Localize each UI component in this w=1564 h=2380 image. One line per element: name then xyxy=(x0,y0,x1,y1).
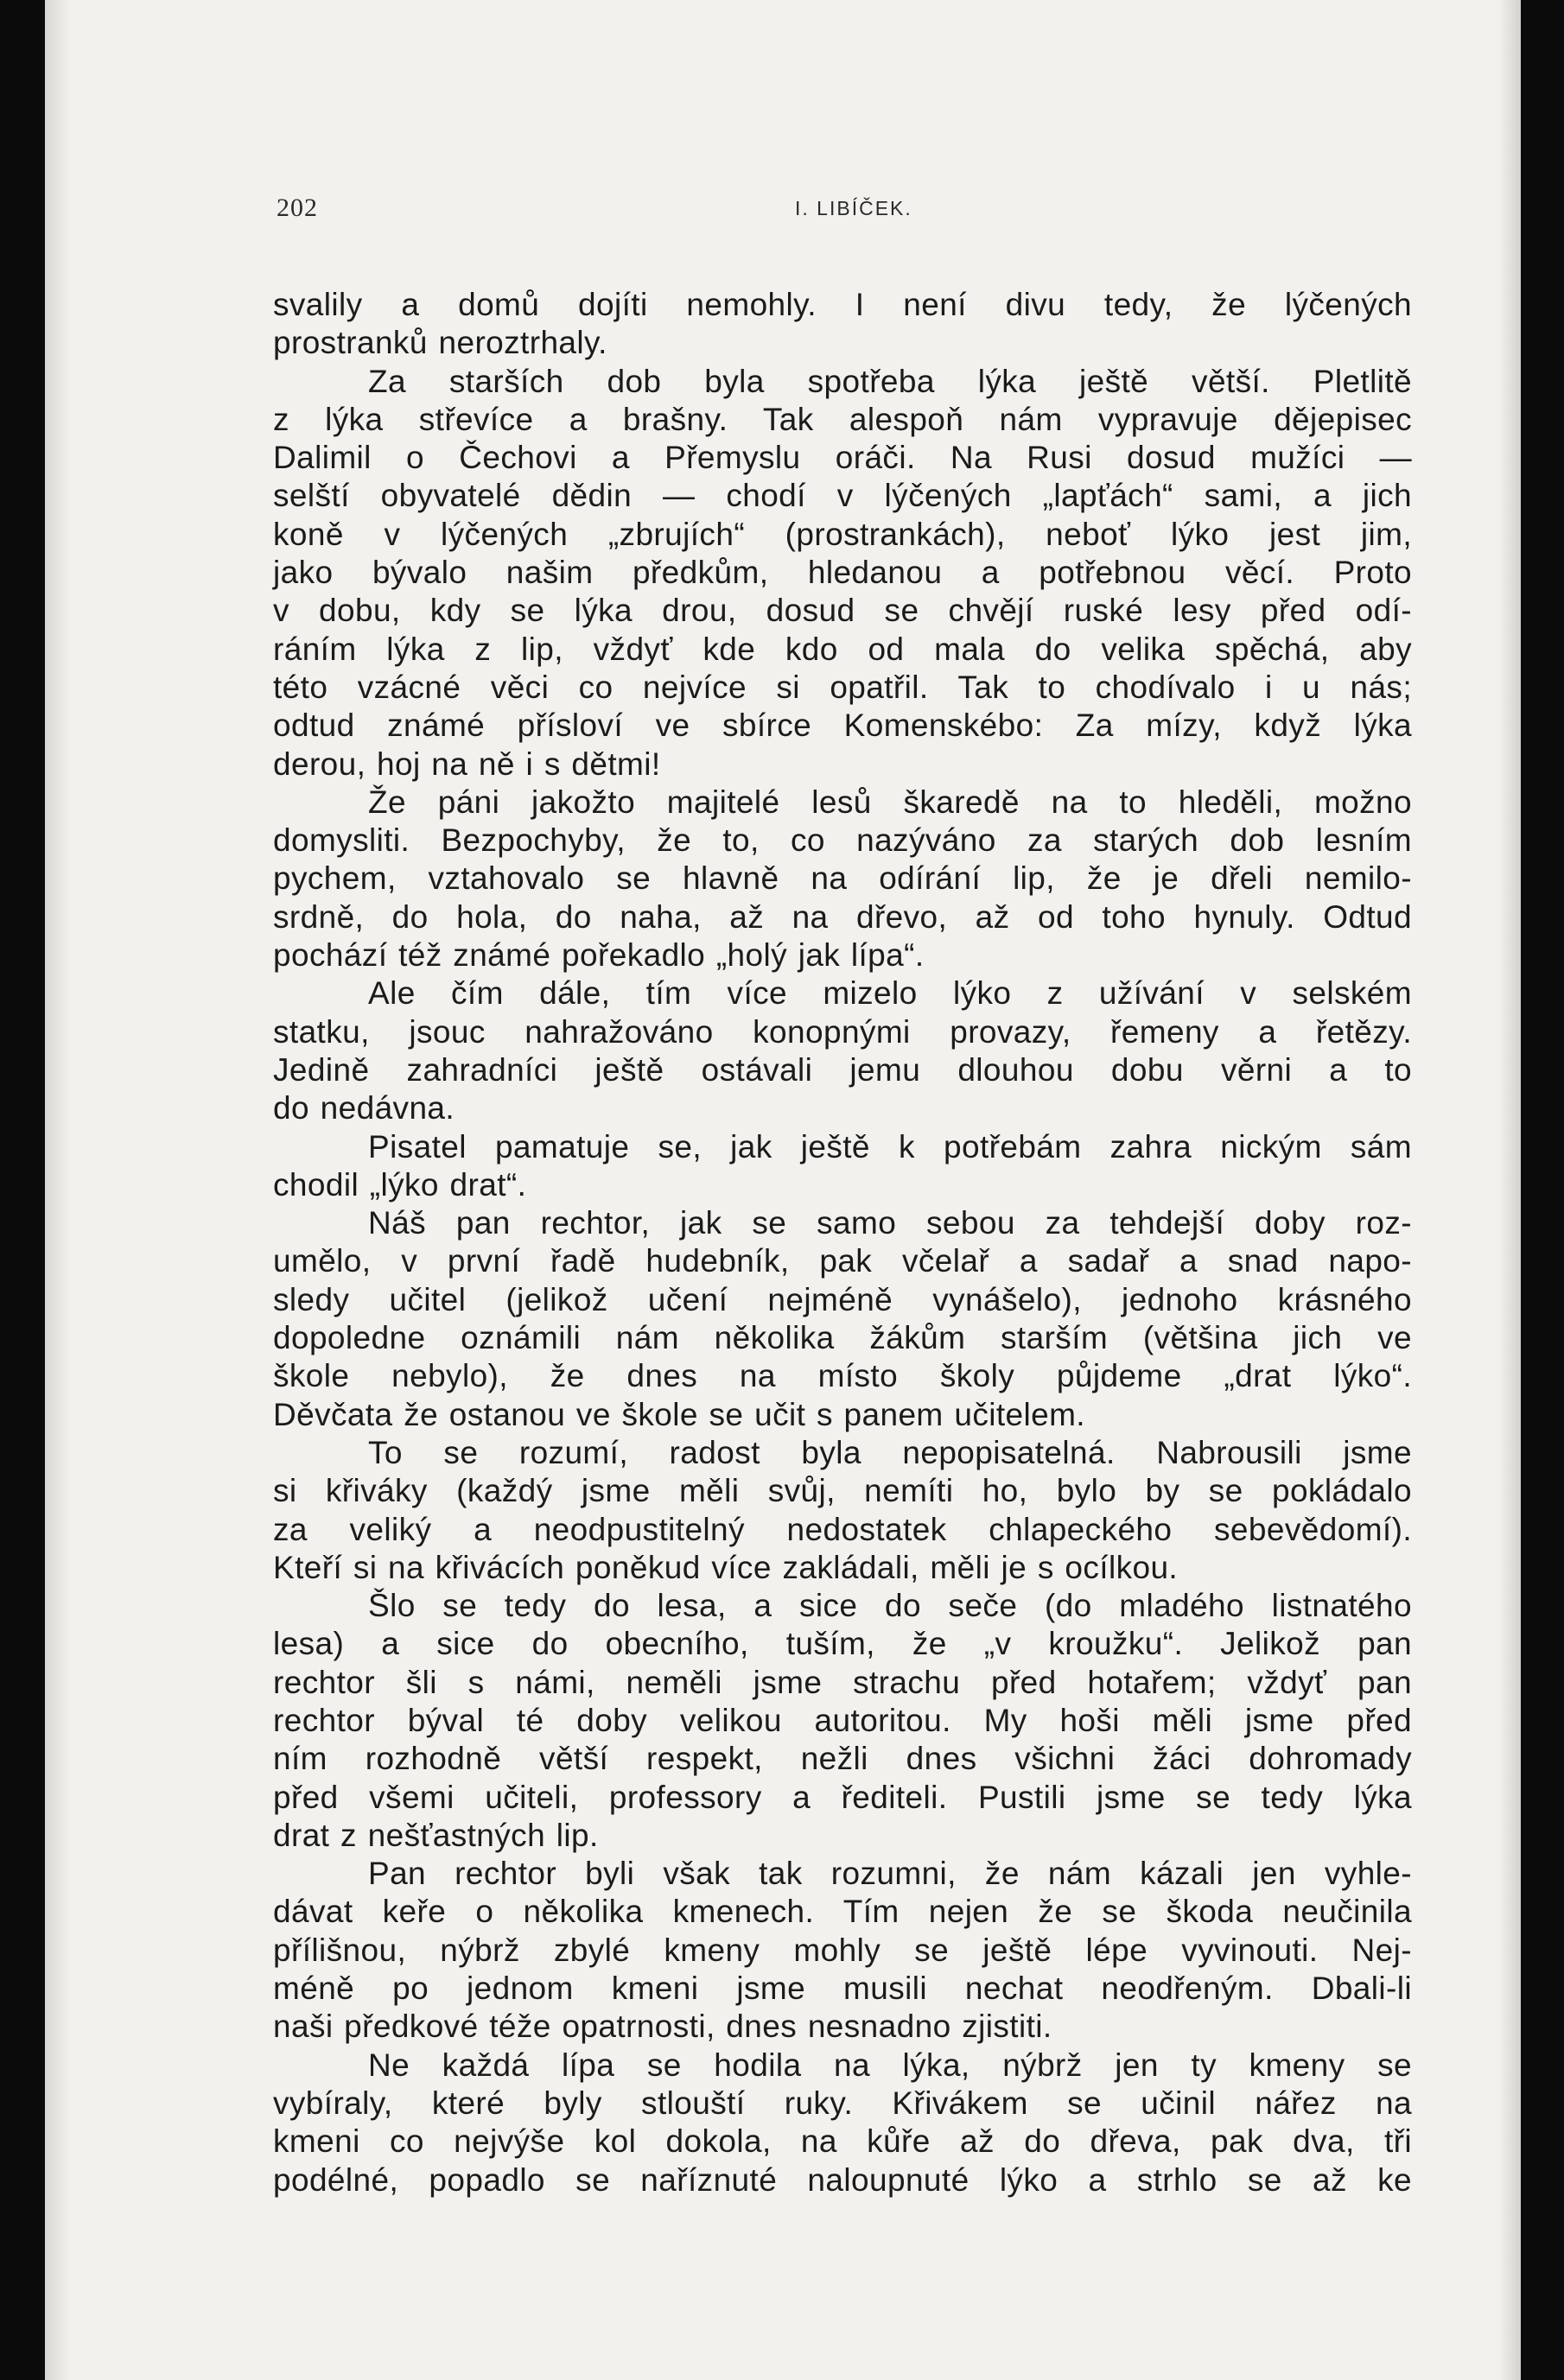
text-line: Náš pan rechtor, jak se samo sebou za tehdejší doby roz- xyxy=(368,1205,1412,1241)
text-line: škole nebylo), že dnes na místo školy půjdeme „drat lýko“. xyxy=(273,1358,1412,1394)
text-line: Šlo se tedy do lesa, a sice do seče (do mladého listnatého xyxy=(368,1588,1412,1624)
text-line: odtud známé přísloví ve sbírce Komenskébo: Za mízy, když lýka xyxy=(273,708,1412,744)
text-line: si křiváky (každý jsme měli svůj, nemíti ho, bylo by se pokládalo xyxy=(273,1473,1412,1509)
text-line: Dalimil o Čechovi a Přemyslu oráči. Na Rusi dosud mužíci — xyxy=(273,440,1412,476)
text-line: podélné, popadlo se naříznuté naloupnuté lýko a strhlo se až ke xyxy=(273,2161,1412,2198)
text-line: přílišnou, nýbrž zbylé kmeny mohly se ještě lépe vyvinouti. Nej- xyxy=(273,1932,1412,1968)
text-line: Pisatel pamatuje se, jak ještě k potřebám zahra nickým sám xyxy=(368,1128,1412,1165)
text-line: Pan rechtor byli však tak rozumni, že nám kázali jen vyhle- xyxy=(368,1856,1412,1892)
text-line: drat z nešťastných lip. xyxy=(273,1817,599,1853)
text-line: této vzácné věci co nejvíce si opatřil. Tak to chodívalo i u nás; xyxy=(273,669,1412,705)
text-line: naši předkové téže opatrnosti, dnes nesnadno zjistiti. xyxy=(273,2009,1052,2045)
text-line: ním rozhodně větší respekt, nežli dnes všichni žáci dohromady xyxy=(273,1741,1412,1777)
page-number: 202 xyxy=(277,194,318,222)
text-line: rechtor šli s námi, neměli jsme strachu před hotařem; vždyť pan xyxy=(273,1664,1412,1700)
text-line: dávat keře o několika kmenech. Tím nejen že se škoda neučinila xyxy=(273,1894,1412,1930)
text-line: Že páni jakožto majitelé lesů škaredě na to hleděli, možno xyxy=(368,784,1412,820)
text-line: pychem, vztahovalo se hlavně na odírání lip, že je dřeli nemilo- xyxy=(273,860,1412,897)
text-line: selští obyvatelé dědin — chodí v lýčených „lapťách“ sami, a jich xyxy=(273,478,1412,514)
text-line: v dobu, kdy se lýka drou, dosud se chvějí ruské lesy před odí- xyxy=(273,593,1412,629)
text-line: ráním lýka z lip, vždyť kde kdo od mala do velika spěchá, aby xyxy=(273,631,1412,667)
text-line: do nedávna. xyxy=(273,1090,455,1127)
body-text xyxy=(273,286,1412,2199)
text-line: Za starších dob byla spotřeba lýka ještě větší. Pletlitě xyxy=(368,363,1412,399)
text-line: jako bývalo našim předkům, hledanou a potřebnou věcí. Proto xyxy=(273,555,1412,591)
running-head: I. LIBÍČEK. xyxy=(795,197,912,219)
text-line: srdně, do hola, do naha, až na dřevo, až od toho hynuly. Odtud xyxy=(273,898,1412,935)
text-line: Kteří si na křivácích poněkud více zakládali, měli je s ocílkou. xyxy=(273,1549,1179,1585)
text-line: derou, hoj na ně i s dětmi! xyxy=(273,746,661,782)
text-line: umělo, v první řadě hudebník, pak včelař a sadař a snad napo- xyxy=(273,1243,1412,1279)
text-line: koně v lýčených „zbrujích“ (prostrankách), neboť lýko jest jim, xyxy=(273,516,1412,552)
text-line: kmeni co nejvýše kol dokola, na kůře až do dřeva, pak dva, tři xyxy=(273,2123,1412,2160)
text-line: To se rozumí, radost byla nepopisatelná. Nabrousili jsme xyxy=(368,1434,1412,1470)
page-edge-shadow-right xyxy=(1498,0,1521,2380)
text-line: před všemi učiteli, professory a řediteli. Pustili jsme se tedy lýka xyxy=(273,1779,1412,1815)
text-line: méně po jednom kmeni jsme musili nechat neodřeným. Dbali-li xyxy=(273,1971,1412,2007)
text-line: statku, jsouc nahražováno konopnými provazy, řemeny a řetězy. xyxy=(273,1013,1412,1050)
text-line: domysliti. Bezpochyby, že to, co nazýváno za starých dob lesním xyxy=(273,822,1412,859)
text-line: svalily a domů dojíti nemohly. I není divu tedy, že lýčených xyxy=(273,287,1412,322)
text-line: Ne každá lípa se hodila na lýka, nýbrž jen ty kmeny se xyxy=(368,2047,1412,2083)
text-line: za veliký a neodpustitelný nedostatek chlapeckého sebevědomí). xyxy=(273,1511,1412,1547)
text-line: Ale čím dále, tím více mizelo lýko z užívání v selském xyxy=(368,975,1412,1012)
text-line: dopoledne oznámili nám několika žákům starším (většina jich ve xyxy=(273,1320,1412,1356)
book-page xyxy=(45,0,1521,2380)
text-line: pochází též známé pořekadlo „holý jak lípa“. xyxy=(273,937,925,974)
text-line: Děvčata že ostanou ve škole se učit s panem učitelem. xyxy=(273,1396,1085,1432)
text-line: chodil „lýko drat“. xyxy=(273,1166,527,1203)
text-line: rechtor býval té doby velikou autoritou. My hoši měli jsme před xyxy=(273,1702,1412,1738)
text-line: sledy učitel (jelikož učení nejméně vynášelo), jednoho krásného xyxy=(273,1281,1412,1317)
page-edge-shadow-left xyxy=(45,0,71,2380)
text-line: z lýka střevíce a brašny. Tak alespoň nám vypravuje dějepisec xyxy=(273,401,1412,437)
page-header xyxy=(277,194,1410,237)
text-line: prostranků neroztrhaly. xyxy=(273,325,607,361)
text-line: vybíraly, které byly stlouští ruky. Křivákem se učinil nářez na xyxy=(273,2085,1412,2121)
text-line: lesa) a sice do obecního, tuším, že „v kroužku“. Jelikož pan xyxy=(273,1626,1412,1662)
text-line: Jedině zahradníci ještě ostávali jemu dlouhou dobu věrni a to xyxy=(273,1051,1412,1088)
